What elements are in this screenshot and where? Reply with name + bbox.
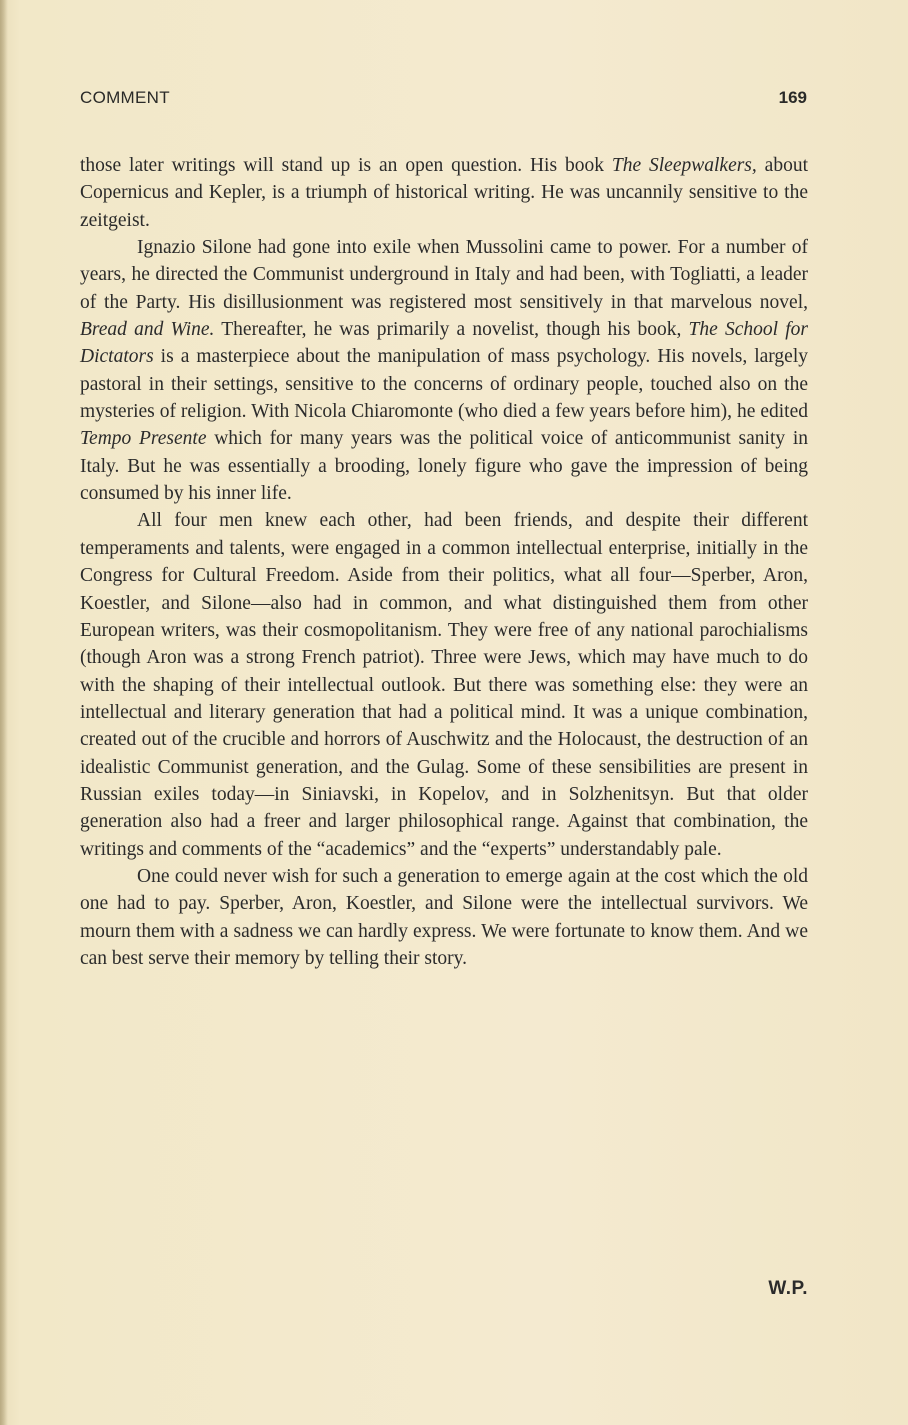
italic-title-text: The Sleepwalkers, [611,155,757,176]
paragraph-text: One could never wish for such a generation to emerge again at the cost which the old one had to pay. Sperber, Aron, Koestler, and Silone were the intellectual survivors. We mourn them with a sadness we can hardly express. We were fortunate to know them. And we can best serve their memory by telling their story. [80,865,808,969]
italic-title-text: Tempo Presente [80,428,207,450]
paragraph-text: Thereafter, he was primarily a novelist, though his book, [214,319,689,341]
author-initials: W.P. [768,1278,808,1299]
paragraph-text: All four men knew each other, had been friends, and despite their different temperaments and talents, were engaged in a common intellectual enterprise, initially in the Congress for Cultural Freedom. Aside from their politics, what all four—Sperber, Aron, Koestler, and Silone—also had in common, and what distinguished them from other European writers, was their cosmopolitanism. They were free of any national parochialisms (though Aron was a strong French patriot). Three were Jews, which may have much to do with the shaping of their intellectual outlook. But there was something else: they were an intellectual and literary generation that had a political mind. It was a unique combination, created out of the crucible and horrors of Auschwitz and the Holocaust, the destruction of an idealistic Communist generation, and the Gulag. Some of these sensibilities are present in Russian exiles today—in Siniavski, in Kopelov, and in Solzhenitsyn. But that older generation also had a freer and larger philosophical range. Against that combination, the writings and comments of the “academics” and the “experts” understandably pale. [80,510,808,860]
paragraph [80,152,808,234]
paragraph-text: which for many years was the political voice of anticommunist sanity in Italy. But he was essentially a brooding, lonely figure who gave the impression of being consumed by his inner life. [80,428,808,505]
section-title: COMMENT [80,88,170,107]
article-body [80,152,808,972]
page-number: 169 [778,88,807,107]
page-gutter-shadow [0,0,8,1425]
paragraph [80,863,808,972]
paragraph [80,507,808,862]
italic-title-text: Bread and Wine. [80,319,215,341]
paragraph [80,234,808,507]
paragraph-text: Ignazio Silone had gone into exile when Mussolini came to power. For a number of years, he directed the Communist underground in Italy and had been, with Togliatti, a leader of the Party. His disillusionment was registered most sensitively in that marvelous novel, [80,237,808,313]
running-head [80,88,807,112]
italic-title-text: The School for Dictators [80,319,808,368]
paragraph-text: those later writings will stand up is an open question. His book [80,155,612,176]
paragraph-text: is a masterpiece about the manipulation of mass psychology. His novels, largely pastoral in their settings, sensitive to the concerns of ordinary people, touched also on the mysteries of religion. With Nicola Chiaromonte (who died a few years before him), he edited [80,346,808,423]
paragraph-text: about Copernicus and Kepler, is a triumph of historical writing. He was uncannily sensitive to the zeitgeist. [80,155,809,231]
